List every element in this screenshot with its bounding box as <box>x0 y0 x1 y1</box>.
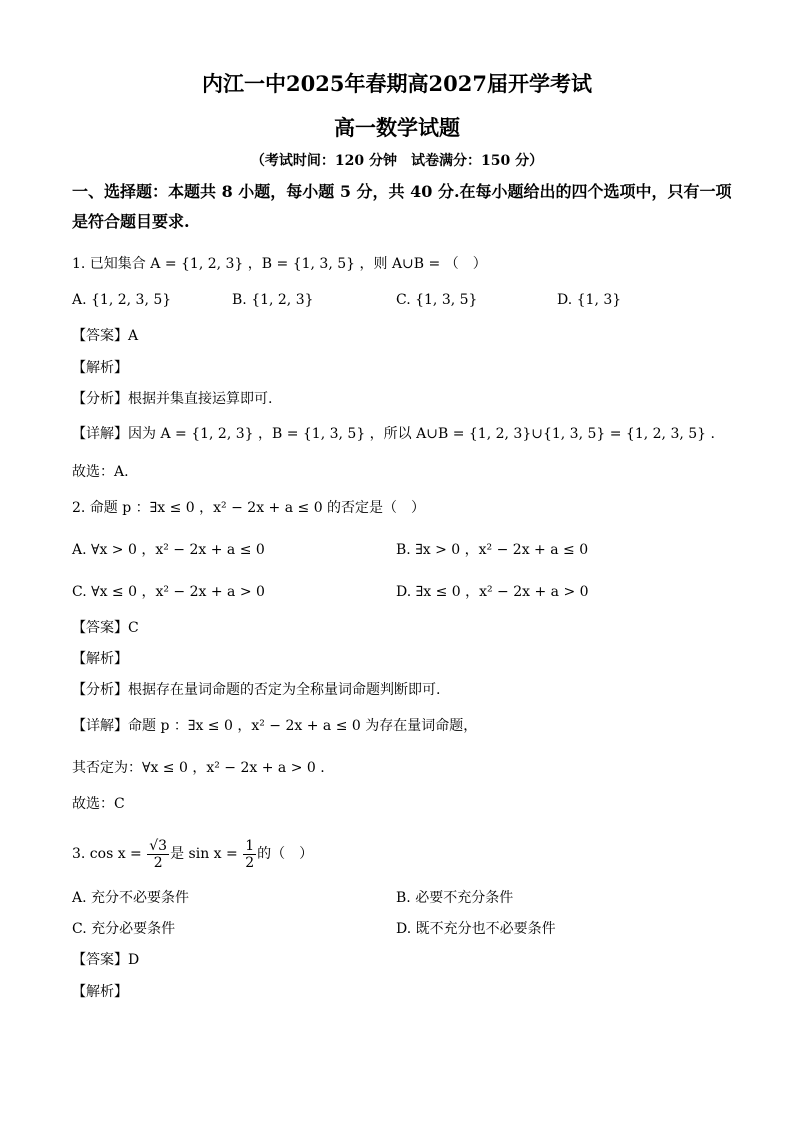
q3-frac2-numerator: 1 <box>245 837 255 854</box>
q1-option-c: C. {1, 3, 5} <box>396 292 478 308</box>
q2-stem: 2. 命题 p ：∃x ≤ 0 ，x² − 2x + a ≤ 0 的否定是（ ） <box>72 500 426 516</box>
q3-stem-prefix: 3. cos x = <box>72 846 142 862</box>
exam-info: （考试时间：120 分钟 试卷满分：150 分） <box>250 153 544 169</box>
exam-subtitle: 高一数学试题 <box>334 115 460 140</box>
q1-analysis-title: 【解析】 <box>72 360 128 376</box>
q3-stem-suffix: 的（ ） <box>257 846 314 862</box>
q2-option-d: D. ∃x ≤ 0 ，x² − 2x + a > 0 <box>396 584 589 600</box>
q2-analysis-title: 【解析】 <box>72 651 128 667</box>
q2-conclusion: 故选：C <box>72 796 125 812</box>
q1-analysis: 【分析】根据并集直接运算即可. <box>72 391 273 407</box>
section-heading-line2: 是符合题目要求. <box>72 212 190 231</box>
q3-fraction-1-over-2 <box>243 838 256 871</box>
q3-option-a: A. 充分不必要条件 <box>72 890 190 906</box>
q2-option-a: A. ∀x > 0 ，x² − 2x + a ≤ 0 <box>72 542 265 558</box>
q2-option-c: C. ∀x ≤ 0 ，x² − 2x + a > 0 <box>72 584 265 600</box>
section-heading-line1: 一、选择题：本题共 8 小题，每小题 5 分，共 40 分.在每小题给出的四个选项中，只有一项 <box>72 182 732 201</box>
exam-title: 内江一中2025年春期高2027届开学考试 <box>202 71 592 96</box>
q1-stem: 1. 已知集合 A = {1, 2, 3} ，B = {1, 3, 5} ，则 A∪B = （ ） <box>72 256 487 272</box>
q1-conclusion: 故选：A. <box>72 464 129 480</box>
q3-frac2-denominator: 2 <box>245 854 255 871</box>
q3-option-c: C. 充分必要条件 <box>72 921 176 937</box>
q2-analysis: 【分析】根据存在量词命题的否定为全称量词命题判断即可. <box>72 682 441 698</box>
q2-negation: 其否定为：∀x ≤ 0 ，x² − 2x + a > 0 . <box>72 760 325 776</box>
q3-option-d: D. 既不充分也不必要条件 <box>396 921 556 937</box>
q3-fraction-sqrt3-over-2 <box>147 838 169 871</box>
q1-option-d: D. {1, 3} <box>557 292 622 308</box>
q3-frac1-denominator: 2 <box>153 854 163 871</box>
q3-frac1-numerator: √3 <box>149 837 168 854</box>
q1-detail: 【详解】因为 A = {1, 2, 3} ，B = {1, 3, 5} ，所以 A∪B = {1, 2, 3}∪{1, 3, 5} = {1, 2, 3, 5} . <box>72 426 715 442</box>
q2-option-b: B. ∃x > 0 ，x² − 2x + a ≤ 0 <box>396 542 589 558</box>
q3-stem <box>72 836 313 872</box>
q3-option-b: B. 必要不充分条件 <box>396 890 514 906</box>
q2-answer: 【答案】C <box>72 620 139 636</box>
q1-option-a: A. {1, 2, 3, 5} <box>72 292 172 308</box>
q2-detail: 【详解】命题 p ：∃x ≤ 0 ，x² − 2x + a ≤ 0 为存在量词命题， <box>72 718 478 734</box>
q3-answer: 【答案】D <box>72 952 140 968</box>
q1-option-b: B. {1, 2, 3} <box>232 292 314 308</box>
q3-stem-mid: 是 sin x = <box>170 846 238 862</box>
q3-analysis-title: 【解析】 <box>72 984 128 1000</box>
q1-answer: 【答案】A <box>72 328 139 344</box>
